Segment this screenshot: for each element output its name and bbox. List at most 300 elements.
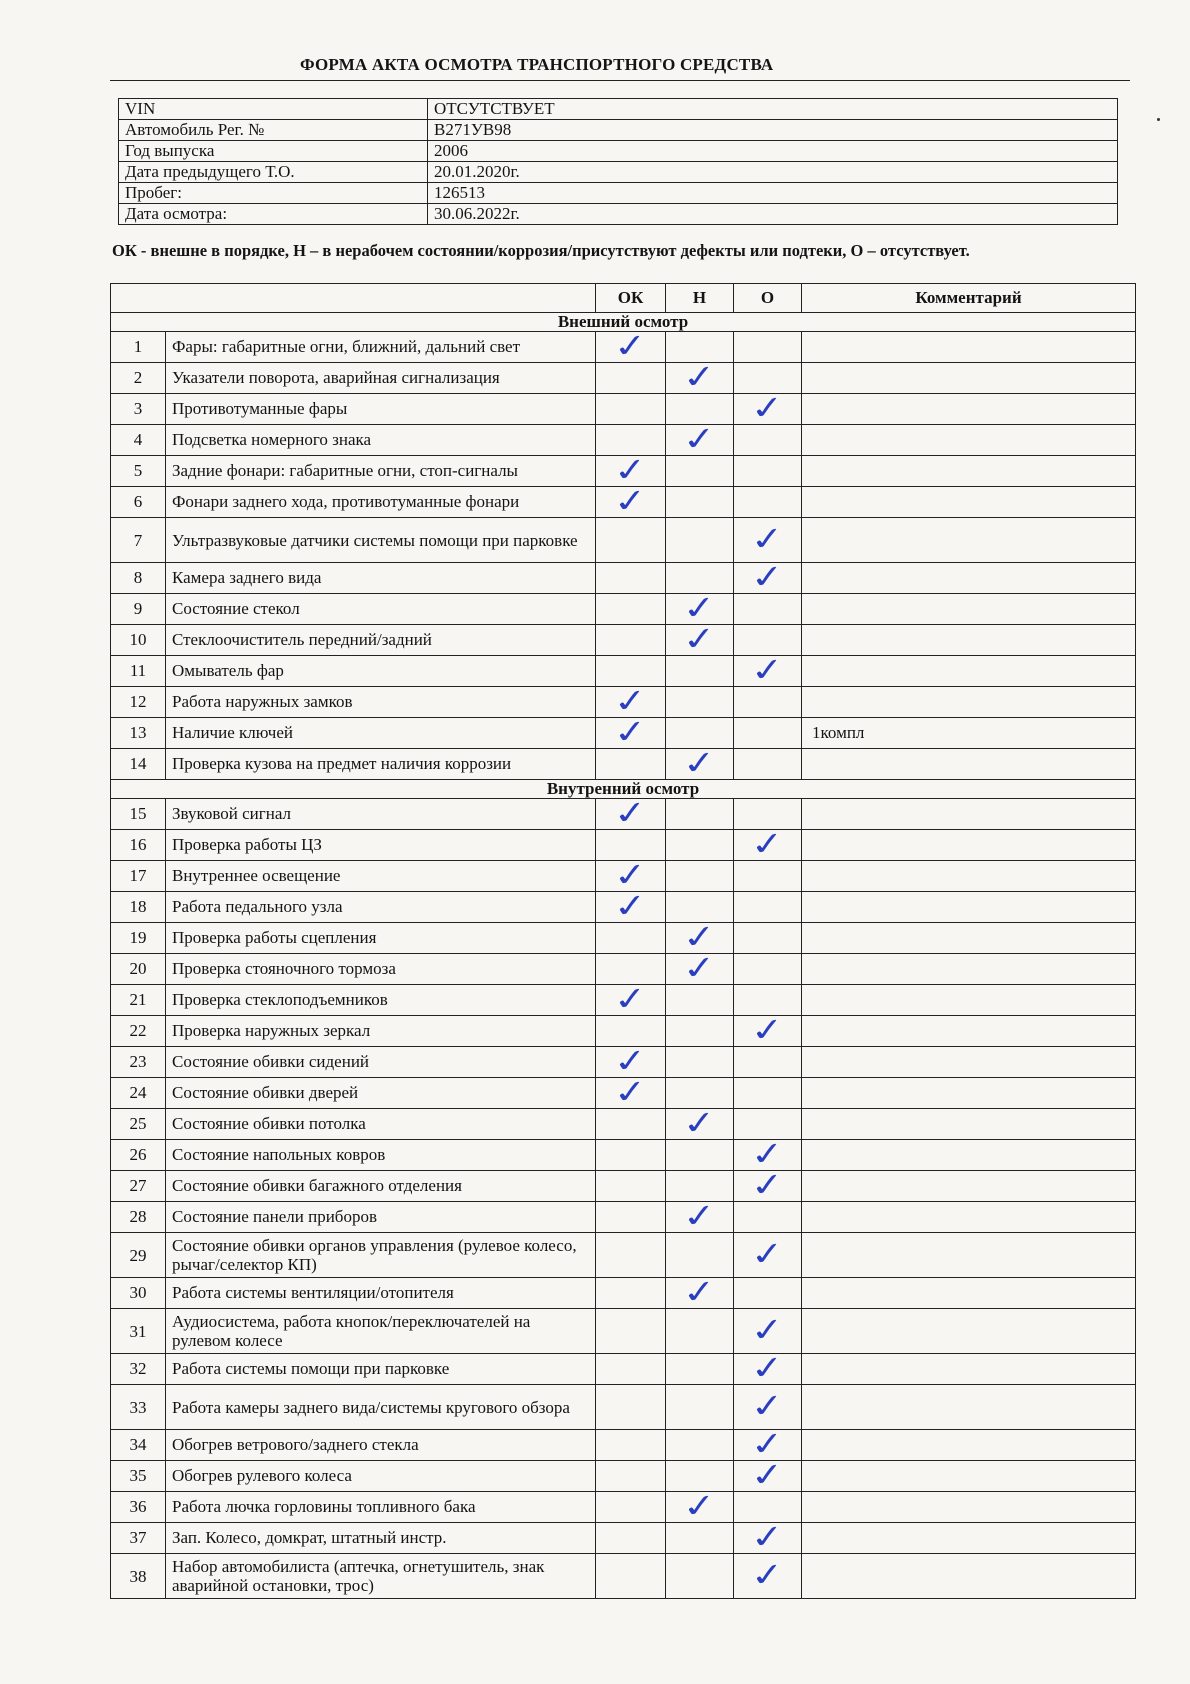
checkmark-icon: ✓	[611, 886, 650, 927]
row-comment	[802, 1385, 1136, 1430]
row-comment	[802, 985, 1136, 1016]
info-label: Дата предыдущего Т.О.	[119, 162, 428, 183]
cell-o	[734, 1278, 802, 1309]
checkmark-icon: ✓	[680, 917, 719, 958]
row-number: 38	[111, 1554, 166, 1599]
cell-ok	[596, 563, 666, 594]
checkmark-icon: ✓	[748, 1517, 787, 1558]
checkmark-icon: ✓	[748, 1348, 787, 1389]
cell-o	[734, 1517, 802, 1558]
row-comment	[802, 363, 1136, 394]
table-row	[111, 1140, 1136, 1171]
section-header-row	[111, 313, 1136, 332]
row-comment	[802, 1171, 1136, 1202]
cell-o	[734, 456, 802, 487]
checkmark-icon: ✓	[748, 1010, 787, 1051]
row-comment	[802, 954, 1136, 985]
table-row	[111, 656, 1136, 687]
cell-n	[666, 1016, 734, 1047]
section-header-row	[111, 780, 1136, 799]
cell-o	[734, 1554, 802, 1599]
cell-ok	[596, 594, 666, 625]
row-item: Аудиосистема, работа кнопок/переключателей на рулевом колесе	[166, 1309, 596, 1354]
row-item: Работа лючка горловины топливного бака	[166, 1492, 596, 1523]
row-comment	[802, 1523, 1136, 1554]
table-row	[111, 1109, 1136, 1140]
cell-n	[666, 1354, 734, 1385]
checkmark-icon: ✓	[611, 681, 650, 722]
row-item: Ультразвуковые датчики системы помощи при парковке	[166, 518, 596, 563]
table-row	[111, 718, 1136, 749]
row-comment	[802, 456, 1136, 487]
row-number: 37	[111, 1523, 166, 1554]
cell-n	[666, 830, 734, 861]
table-row	[111, 1354, 1136, 1385]
row-item: Фонари заднего хода, противотуманные фонари	[166, 487, 596, 518]
checkmark-icon: ✓	[680, 619, 719, 660]
info-label: VIN	[119, 99, 428, 120]
cell-n	[666, 332, 734, 363]
cell-n	[666, 588, 734, 629]
cell-ok	[596, 954, 666, 985]
cell-n	[666, 1461, 734, 1492]
cell-n	[666, 1486, 734, 1527]
cell-o	[734, 332, 802, 363]
checkmark-icon: ✓	[680, 1486, 719, 1527]
info-value: ОТСУТСТВУЕТ	[428, 99, 1118, 120]
header-blank	[111, 284, 596, 313]
cell-n	[666, 357, 734, 398]
row-comment	[802, 1016, 1136, 1047]
checkmark-icon: ✓	[680, 1196, 719, 1237]
row-comment	[802, 1202, 1136, 1233]
cell-o	[734, 749, 802, 780]
checkmark-icon: ✓	[748, 557, 787, 598]
row-item: Подсветка номерного знака	[166, 425, 596, 456]
cell-n	[666, 1523, 734, 1554]
row-number: 4	[111, 425, 166, 456]
table-row	[111, 830, 1136, 861]
row-number: 8	[111, 563, 166, 594]
row-item: Работа педального узла	[166, 892, 596, 923]
cell-n	[666, 394, 734, 425]
row-number: 34	[111, 1430, 166, 1461]
row-number: 28	[111, 1202, 166, 1233]
info-label: Год выпуска	[119, 141, 428, 162]
row-number: 20	[111, 954, 166, 985]
row-comment	[802, 892, 1136, 923]
row-number: 21	[111, 985, 166, 1016]
cell-ok	[596, 1278, 666, 1309]
table-row	[111, 594, 1136, 625]
row-item: Обогрев рулевого колеса	[166, 1461, 596, 1492]
row-number: 17	[111, 861, 166, 892]
checkmark-icon: ✓	[748, 1234, 787, 1275]
table-row	[111, 892, 1136, 923]
row-number: 14	[111, 749, 166, 780]
row-number: 3	[111, 394, 166, 425]
row-number: 27	[111, 1171, 166, 1202]
table-row	[111, 1078, 1136, 1109]
row-item: Состояние обивки багажного отделения	[166, 1171, 596, 1202]
table-row	[111, 1492, 1136, 1523]
cell-n	[666, 1385, 734, 1430]
checkmark-icon: ✓	[748, 1386, 787, 1427]
table-row	[111, 861, 1136, 892]
checkmark-icon: ✓	[748, 1424, 787, 1465]
cell-n	[666, 687, 734, 718]
cell-ok	[596, 1016, 666, 1047]
cell-o	[734, 363, 802, 394]
info-label: Автомобиль Рег. №	[119, 120, 428, 141]
table-row	[111, 425, 1136, 456]
row-comment	[802, 332, 1136, 363]
table-row	[111, 1461, 1136, 1492]
checkmark-icon: ✓	[748, 519, 787, 560]
row-item: Проверка кузова на предмет наличия коррозии	[166, 749, 596, 780]
cell-ok	[596, 923, 666, 954]
row-comment	[802, 1109, 1136, 1140]
cell-n	[666, 419, 734, 460]
cell-o	[734, 954, 802, 985]
cell-n	[666, 892, 734, 923]
row-number: 24	[111, 1078, 166, 1109]
checkmark-icon: ✓	[611, 481, 650, 522]
cell-ok	[596, 979, 666, 1020]
checkmark-icon: ✓	[611, 793, 650, 834]
table-row	[111, 456, 1136, 487]
table-row	[111, 332, 1136, 363]
row-comment	[802, 1430, 1136, 1461]
cell-o	[734, 1010, 802, 1051]
cell-ok	[596, 1492, 666, 1523]
cell-ok	[596, 1430, 666, 1461]
checkmark-icon: ✓	[611, 326, 650, 367]
table-row	[111, 1430, 1136, 1461]
info-label: Пробег:	[119, 183, 428, 204]
table-row	[111, 1047, 1136, 1078]
table-row	[111, 363, 1136, 394]
info-row	[119, 141, 1118, 162]
row-comment	[802, 656, 1136, 687]
cell-ok	[596, 656, 666, 687]
row-number: 11	[111, 656, 166, 687]
row-comment: 1компл	[802, 718, 1136, 749]
row-comment	[802, 625, 1136, 656]
cell-ok	[596, 326, 666, 367]
row-item: Звуковой сигнал	[166, 799, 596, 830]
table-row	[111, 923, 1136, 954]
cell-n	[666, 656, 734, 687]
row-comment	[802, 594, 1136, 625]
row-item: Проверка стояночного тормоза	[166, 954, 596, 985]
table-row	[111, 954, 1136, 985]
row-number: 33	[111, 1385, 166, 1430]
row-item: Состояние обивки сидений	[166, 1047, 596, 1078]
table-row	[111, 985, 1136, 1016]
checkmark-icon: ✓	[680, 1103, 719, 1144]
cell-n	[666, 861, 734, 892]
row-item: Зап. Колесо, домкрат, штатный инстр.	[166, 1523, 596, 1554]
cell-o	[734, 923, 802, 954]
row-item: Работа системы вентиляции/отопителя	[166, 1278, 596, 1309]
row-number: 9	[111, 594, 166, 625]
cell-o	[734, 1348, 802, 1389]
row-number: 19	[111, 923, 166, 954]
row-item: Работа системы помощи при парковке	[166, 1354, 596, 1385]
title-underline	[110, 80, 1130, 81]
cell-n	[666, 487, 734, 518]
row-item: Фары: габаритные огни, ближний, дальний свет	[166, 332, 596, 363]
cell-o	[734, 1078, 802, 1109]
cell-o	[734, 425, 802, 456]
checkmark-icon: ✓	[748, 1134, 787, 1175]
row-number: 2	[111, 363, 166, 394]
table-row	[111, 1233, 1136, 1278]
row-item: Проверка работы сцепления	[166, 923, 596, 954]
row-number: 1	[111, 332, 166, 363]
cell-n	[666, 1272, 734, 1313]
checkmark-icon: ✓	[680, 1272, 719, 1313]
cell-o	[734, 1233, 802, 1278]
cell-o	[734, 892, 802, 923]
info-label: Дата осмотра:	[119, 204, 428, 225]
row-comment	[802, 394, 1136, 425]
cell-o	[734, 388, 802, 429]
table-row	[111, 625, 1136, 656]
cell-o	[734, 625, 802, 656]
row-comment	[802, 830, 1136, 861]
row-item: Состояние панели приборов	[166, 1202, 596, 1233]
row-comment	[802, 1492, 1136, 1523]
cell-n	[666, 619, 734, 660]
checkmark-icon: ✓	[748, 650, 787, 691]
row-item: Камера заднего вида	[166, 563, 596, 594]
row-comment	[802, 1047, 1136, 1078]
row-item: Набор автомобилиста (аптечка, огнетушитель, знак аварийной остановки, трос)	[166, 1554, 596, 1599]
legend-text: ОК - внешне в порядке, Н – в нерабочем состоянии/коррозия/присутствуют дефекты или подтеки, О – отсутствует.	[112, 241, 970, 260]
cell-n	[666, 563, 734, 594]
table-header-row	[111, 284, 1136, 313]
cell-ok	[596, 1385, 666, 1430]
cell-ok	[596, 1202, 666, 1233]
cell-n	[666, 1554, 734, 1599]
row-item: Работа наружных замков	[166, 687, 596, 718]
cell-ok	[596, 1233, 666, 1278]
row-comment	[802, 425, 1136, 456]
row-comment	[802, 1233, 1136, 1278]
checkmark-icon: ✓	[611, 855, 650, 896]
header-o: О	[734, 284, 802, 313]
cell-n	[666, 948, 734, 989]
section-title: Внешний осмотр	[111, 313, 1136, 332]
checkmark-icon: ✓	[680, 948, 719, 989]
row-number: 13	[111, 718, 166, 749]
table-row	[111, 487, 1136, 518]
row-item: Наличие ключей	[166, 718, 596, 749]
cell-o	[734, 1424, 802, 1465]
row-number: 10	[111, 625, 166, 656]
cell-ok	[596, 363, 666, 394]
table-row	[111, 563, 1136, 594]
table-row	[111, 799, 1136, 830]
cell-o	[734, 594, 802, 625]
cell-ok	[596, 1354, 666, 1385]
cell-o	[734, 487, 802, 518]
row-comment	[802, 1078, 1136, 1109]
info-row	[119, 99, 1118, 120]
row-number: 7	[111, 518, 166, 563]
inspection-table	[110, 283, 1136, 1599]
table-row	[111, 1309, 1136, 1354]
cell-o	[734, 718, 802, 749]
row-comment	[802, 1309, 1136, 1354]
cell-o	[734, 1202, 802, 1233]
row-item: Состояние обивки органов управления (рулевое колесо, рычаг/селектор КП)	[166, 1233, 596, 1278]
checkmark-icon: ✓	[748, 824, 787, 865]
cell-ok	[596, 1072, 666, 1113]
cell-ok	[596, 1461, 666, 1492]
row-number: 15	[111, 799, 166, 830]
row-item: Противотуманные фары	[166, 394, 596, 425]
row-comment	[802, 749, 1136, 780]
cell-o	[734, 1134, 802, 1175]
row-comment	[802, 487, 1136, 518]
row-item: Проверка стеклоподъемников	[166, 985, 596, 1016]
cell-ok	[596, 1041, 666, 1082]
cell-n	[666, 718, 734, 749]
header-ok: ОК	[596, 284, 666, 313]
info-row	[119, 204, 1118, 225]
row-number: 12	[111, 687, 166, 718]
cell-o	[734, 1047, 802, 1078]
row-number: 18	[111, 892, 166, 923]
table-row	[111, 687, 1136, 718]
cell-n	[666, 1309, 734, 1354]
table-row	[111, 1171, 1136, 1202]
row-number: 29	[111, 1233, 166, 1278]
cell-ok	[596, 1171, 666, 1202]
info-value: 30.06.2022г.	[428, 204, 1118, 225]
cell-o	[734, 1455, 802, 1496]
cell-ok	[596, 425, 666, 456]
row-comment	[802, 518, 1136, 563]
row-item: Состояние обивки дверей	[166, 1078, 596, 1109]
info-value: 20.01.2020г.	[428, 162, 1118, 183]
checkmark-icon: ✓	[748, 1165, 787, 1206]
cell-n	[666, 518, 734, 563]
cell-n	[666, 1078, 734, 1109]
header-n: Н	[666, 284, 734, 313]
cell-n	[666, 1103, 734, 1144]
cell-o	[734, 799, 802, 830]
row-comment	[802, 687, 1136, 718]
table-row	[111, 518, 1136, 563]
cell-ok	[596, 855, 666, 896]
checkmark-icon: ✓	[611, 1072, 650, 1113]
cell-ok	[596, 450, 666, 491]
row-comment	[802, 923, 1136, 954]
row-number: 26	[111, 1140, 166, 1171]
checkmark-icon: ✓	[748, 1310, 787, 1351]
vehicle-info-table	[118, 98, 1118, 225]
cell-ok	[596, 712, 666, 753]
row-comment	[802, 799, 1136, 830]
cell-ok	[596, 681, 666, 722]
cell-o	[734, 985, 802, 1016]
checkmark-icon: ✓	[680, 743, 719, 784]
row-item: Стеклоочиститель передний/задний	[166, 625, 596, 656]
row-comment	[802, 563, 1136, 594]
row-number: 6	[111, 487, 166, 518]
table-row	[111, 1016, 1136, 1047]
cell-ok	[596, 793, 666, 834]
cell-o	[734, 650, 802, 691]
cell-ok	[596, 886, 666, 927]
header-comment: Комментарий	[802, 284, 1136, 313]
row-item: Проверка работы ЦЗ	[166, 830, 596, 861]
cell-ok	[596, 1309, 666, 1354]
checkmark-icon: ✓	[748, 388, 787, 429]
cell-ok	[596, 1140, 666, 1171]
section-title: Внутренний осмотр	[111, 780, 1136, 799]
row-comment	[802, 861, 1136, 892]
checkmark-icon: ✓	[611, 979, 650, 1020]
cell-o	[734, 861, 802, 892]
cell-ok	[596, 518, 666, 563]
cell-ok	[596, 1554, 666, 1599]
cell-o	[734, 1385, 802, 1430]
info-row	[119, 162, 1118, 183]
cell-ok	[596, 1523, 666, 1554]
scan-dot	[1157, 118, 1160, 121]
checkmark-icon: ✓	[611, 712, 650, 753]
cell-o	[734, 1109, 802, 1140]
cell-n	[666, 985, 734, 1016]
checkmark-icon: ✓	[611, 1041, 650, 1082]
row-item: Омыватель фар	[166, 656, 596, 687]
checkmark-icon: ✓	[680, 588, 719, 629]
checkmark-icon: ✓	[680, 357, 719, 398]
row-item: Работа камеры заднего вида/системы кругового обзора	[166, 1385, 596, 1430]
row-comment	[802, 1278, 1136, 1309]
checkmark-icon: ✓	[748, 1455, 787, 1496]
table-row	[111, 1202, 1136, 1233]
cell-o	[734, 687, 802, 718]
cell-ok	[596, 1109, 666, 1140]
info-row	[119, 120, 1118, 141]
cell-o	[734, 1492, 802, 1523]
checkmark-icon: ✓	[748, 1555, 787, 1596]
row-number: 23	[111, 1047, 166, 1078]
table-row	[111, 1554, 1136, 1599]
page-title: ФОРМА АКТА ОСМОТРА ТРАНСПОРТНОГО СРЕДСТВА	[300, 55, 774, 74]
row-number: 32	[111, 1354, 166, 1385]
row-item: Обогрев ветрового/заднего стекла	[166, 1430, 596, 1461]
cell-o	[734, 518, 802, 563]
info-value: 126513	[428, 183, 1118, 204]
row-number: 30	[111, 1278, 166, 1309]
row-number: 25	[111, 1109, 166, 1140]
row-item: Состояние напольных ковров	[166, 1140, 596, 1171]
row-item: Состояние обивки потолка	[166, 1109, 596, 1140]
table-row	[111, 1523, 1136, 1554]
cell-n	[666, 743, 734, 784]
cell-n	[666, 1196, 734, 1237]
cell-ok	[596, 625, 666, 656]
cell-ok	[596, 749, 666, 780]
table-row	[111, 394, 1136, 425]
